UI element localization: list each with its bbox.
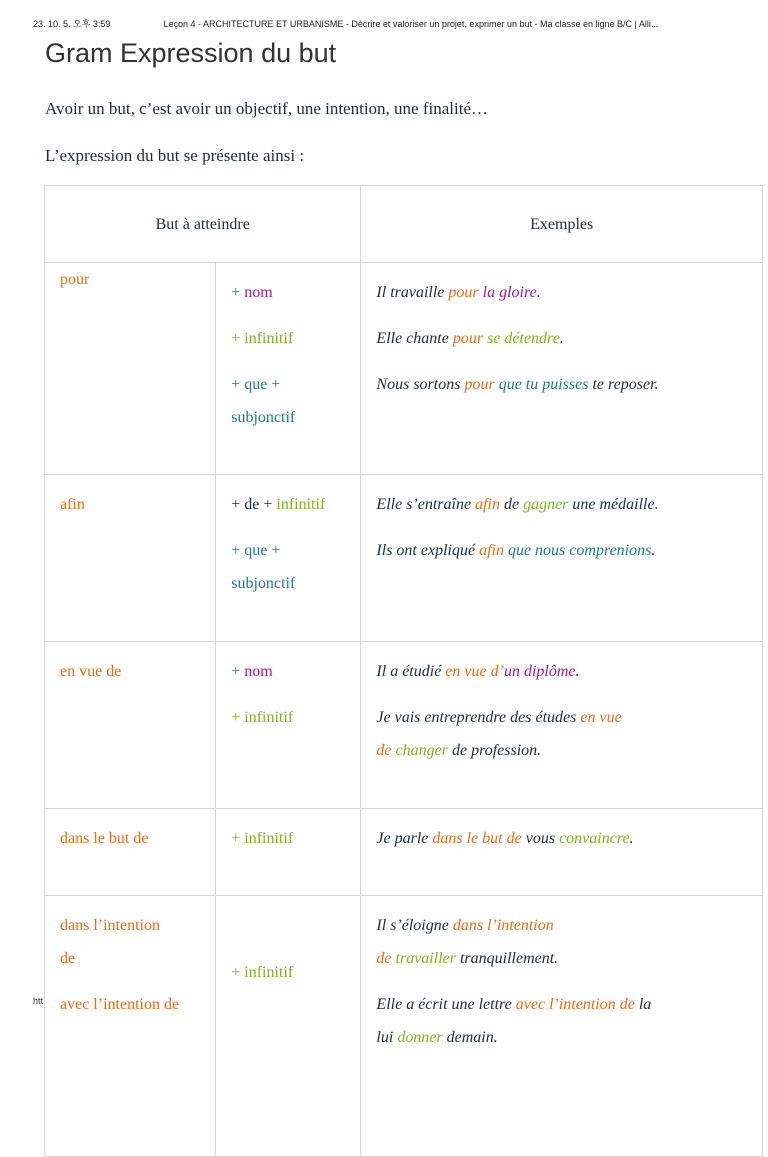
table-row [45, 809, 763, 896]
but-expression-table [44, 185, 763, 1157]
segment: Ils ont expliqué [376, 542, 480, 559]
segment: . [575, 663, 580, 680]
segment: gagner [523, 496, 569, 513]
construction-line [231, 567, 352, 600]
construction-line [231, 276, 352, 309]
term-line: de [60, 950, 76, 967]
example-line [376, 534, 754, 567]
segment: Je vais entreprendre des études [376, 709, 581, 726]
construction-line [231, 822, 352, 855]
construction-line [231, 655, 352, 688]
segment: se détendre [487, 330, 560, 347]
segment: pour [464, 376, 495, 393]
segment: nom [244, 663, 273, 680]
segment: donner [397, 1029, 443, 1046]
segment: Nous sortons [376, 376, 465, 393]
segment: Elle s’entraîne [376, 496, 476, 513]
segment: changer [395, 742, 448, 759]
segment: + [231, 284, 245, 301]
example-line [376, 488, 754, 521]
term-line: dans l’intention [60, 917, 160, 934]
example-line [376, 655, 754, 688]
example-line [376, 942, 754, 975]
segment: la [634, 996, 652, 1013]
segment: afin [475, 496, 500, 513]
segment: Il a étudié [376, 663, 446, 680]
segment: lui [376, 1029, 398, 1046]
segment: de [499, 496, 524, 513]
print-header [33, 17, 758, 30]
segment: + que + [231, 542, 281, 559]
construction-cell [216, 809, 361, 896]
segment: subjonctif [231, 575, 296, 592]
example-line [376, 1021, 754, 1054]
segment: de [376, 950, 392, 967]
segment: + infinitif [231, 964, 294, 981]
example-line [376, 822, 754, 855]
term-cell: en vue de [45, 642, 216, 809]
segment: Je parle [376, 830, 433, 847]
segment: demain. [442, 1029, 498, 1046]
segment: pour [452, 330, 484, 347]
segment: pour [448, 284, 479, 301]
table-row [45, 263, 763, 475]
segment: convaincre [559, 830, 630, 847]
example-line [376, 322, 754, 355]
table-row [45, 642, 763, 809]
examples-cell [361, 809, 763, 896]
segment: + infinitif [231, 330, 294, 347]
segment: la gloire [482, 284, 537, 301]
construction-line [231, 488, 352, 521]
examples-cell [361, 896, 763, 1157]
construction-cell [216, 642, 361, 809]
segment: te reposer. [588, 376, 659, 393]
intro-definition: Avoir un but, c’est avoir un objectif, une intention, une finalité… [45, 99, 488, 118]
intro-lead: L’expression du but se présente ainsi : [45, 146, 305, 165]
term-cell: afin [45, 475, 216, 642]
construction-cell [216, 896, 361, 1157]
segment: + que + [231, 376, 281, 393]
segment: Elle chante [376, 330, 453, 347]
segment: Il travaille [376, 284, 449, 301]
segment: . [536, 284, 541, 301]
term-line: avec l’intention de [60, 996, 180, 1013]
segment: nom [244, 284, 273, 301]
segment: en vue d’ [445, 663, 504, 680]
example-line [376, 734, 754, 767]
examples-cell [361, 475, 763, 642]
example-line [376, 368, 754, 401]
print-page-title: Leçon 4 - ARCHITECTURE ET URBANISME - Décrire et valoriser un projet, exprimer un but - Ma classe en ligne B/C | Alli... [163, 19, 659, 29]
table-row [45, 475, 763, 642]
construction-line [231, 701, 352, 734]
segment: que nous comprenions [507, 542, 652, 559]
construction-line [231, 534, 352, 567]
segment: une médaille. [568, 496, 659, 513]
segment: vous [521, 830, 560, 847]
segment: en vue [580, 709, 622, 726]
term-cell: dans le but de [45, 809, 216, 896]
example-line [376, 701, 754, 734]
segment: . [651, 542, 656, 559]
examples-cell [361, 642, 763, 809]
segment: Il s’éloigne [376, 917, 453, 934]
segment: dans le but de [432, 830, 522, 847]
segment: + infinitif [231, 830, 294, 847]
segment: travailler [395, 950, 456, 967]
example-line [376, 988, 754, 1021]
segment: subjonctif [231, 409, 296, 426]
segment: + [231, 663, 245, 680]
print-date: 23. 10. 5. 오후 3:59 [33, 19, 111, 29]
segment: . [559, 330, 564, 347]
segment: avec l’intention de [515, 996, 635, 1013]
segment: + infinitif [231, 709, 294, 726]
header-examples: Exemples [361, 186, 763, 263]
table-header-row [45, 186, 763, 263]
example-line [376, 276, 754, 309]
construction-line [231, 368, 352, 401]
segment: . [629, 830, 634, 847]
example-line [376, 909, 754, 942]
term-cell: pour [45, 263, 216, 475]
segment: dans l’intention [452, 917, 554, 934]
print-footer-url: htt [33, 996, 44, 1006]
construction-line [231, 322, 352, 355]
table-row [45, 896, 763, 1157]
segment: de [376, 742, 392, 759]
page-title: Gram Expression du but [45, 38, 337, 68]
construction-cell [216, 263, 361, 475]
term-cell [45, 896, 216, 1157]
construction-line [231, 956, 352, 989]
segment: infinitif [276, 496, 326, 513]
segment: que tu puisses [498, 376, 589, 393]
segment: un diplôme [503, 663, 576, 680]
construction-cell [216, 475, 361, 642]
segment: Elle a écrit une lettre [376, 996, 516, 1013]
construction-line [231, 401, 352, 434]
header-goal: But à atteindre [45, 186, 361, 263]
examples-cell [361, 263, 763, 475]
segment: tranquillement. [455, 950, 559, 967]
segment: afin [479, 542, 504, 559]
segment: de profession. [447, 742, 542, 759]
segment: + de + [231, 496, 277, 513]
